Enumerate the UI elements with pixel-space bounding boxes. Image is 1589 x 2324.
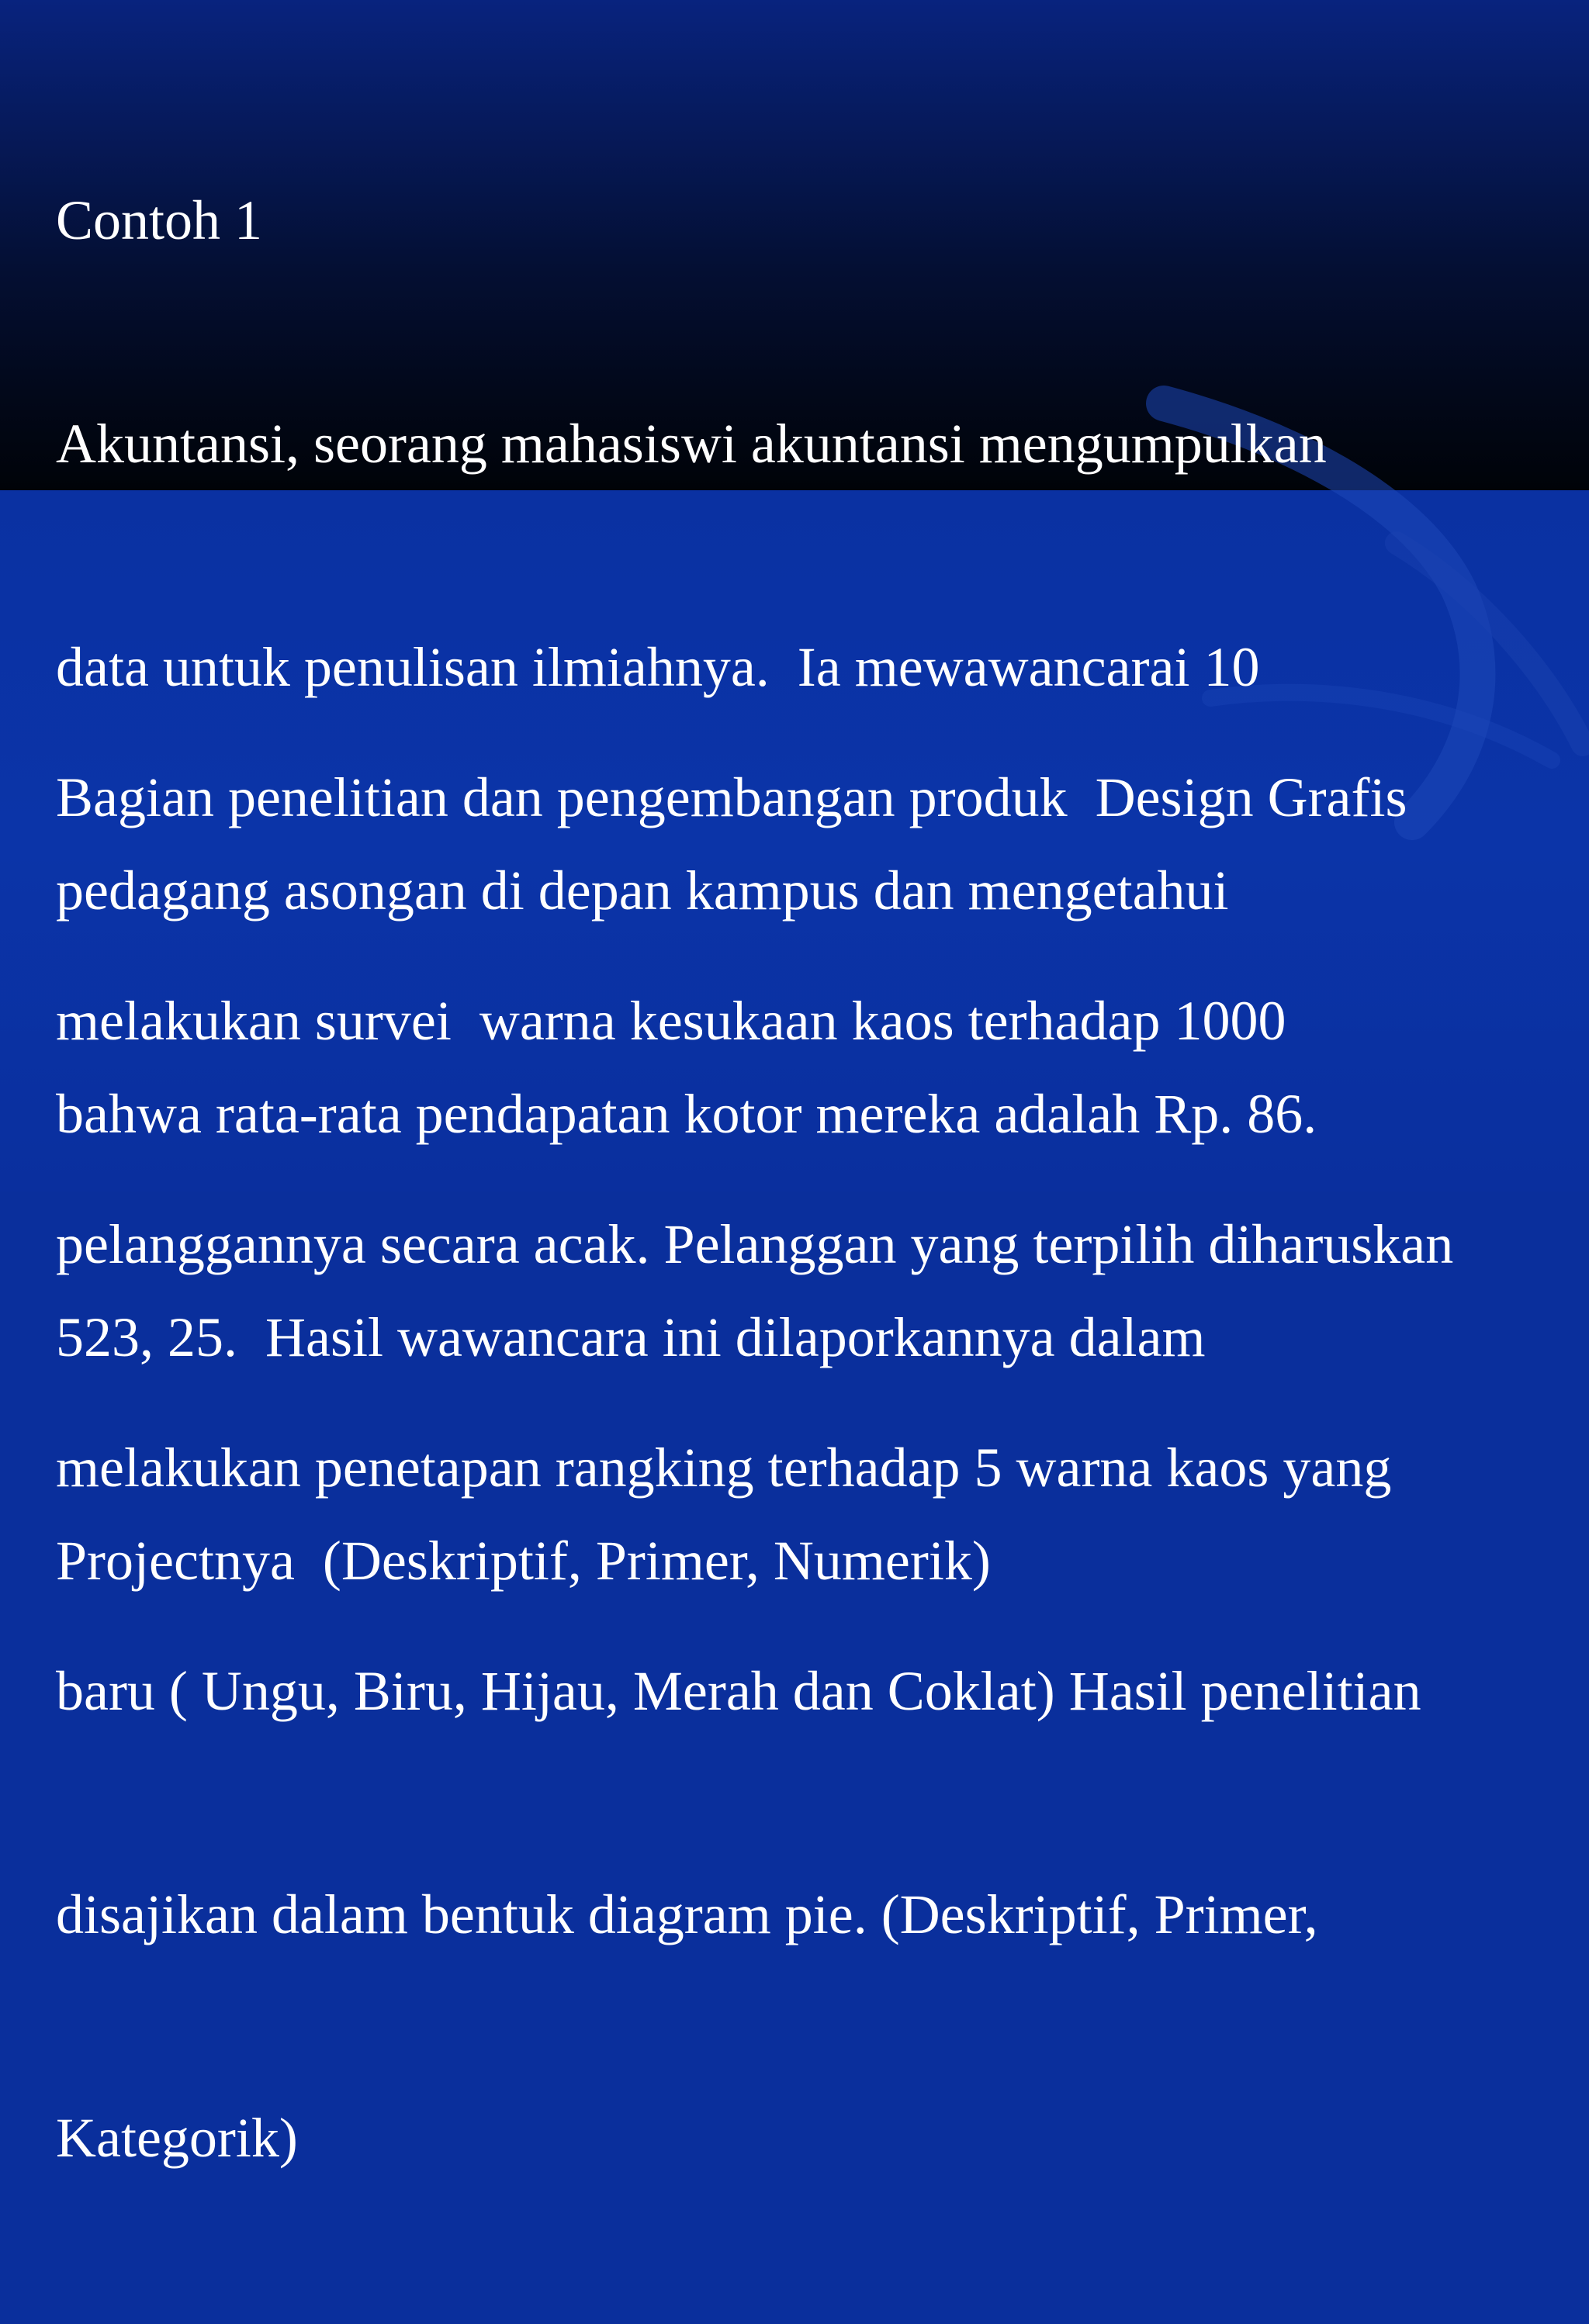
example-1-line-1: Akuntansi, seorang mahasiswi akuntansi mengumpulkan [56, 413, 1327, 475]
example-1-line-4: bahwa rata-rata pendapatan kotor mereka adalah Rp. 86. [56, 1083, 1317, 1145]
example-2-line-4: melakukan penetapan rangking terhadap 5 warna kaos yang [56, 1437, 1392, 1499]
example-2-line-5: baru ( Ungu, Biru, Hijau, Merah dan Coklat) Hasil penelitian [56, 1660, 1421, 1722]
example-2-line-7: Kategorik) [56, 2107, 298, 2169]
example-2-line-1: Bagian penelitian dan pengembangan produk Design Grafis [56, 766, 1407, 828]
example-1-line-2: data untuk penulisan ilmiahnya. Ia mewawancarai 10 [56, 636, 1260, 698]
example-2-line-3: pelanggannya secara acak. Pelanggan yang terpilih diharuskan [56, 1213, 1454, 1275]
example-1-line-5: 523, 25. Hasil wawancara ini dilaporkannya dalam [56, 1306, 1206, 1368]
example-1-line-3: pedagang asongan di depan kampus dan mengetahui [56, 859, 1229, 922]
example-2-text [56, 611, 1553, 2324]
example-2-line-2: melakukan survei warna kesukaan kaos terhadap 1000 [56, 990, 1286, 1052]
example-1-line-6: Projectnya (Deskriptif, Primer, Numerik) [56, 1530, 991, 1592]
example-2-line-6: disajikan dalam bentuk diagram pie. (Deskriptif, Primer, [56, 1883, 1318, 1945]
example-1-title: Contoh 1 [56, 189, 263, 251]
